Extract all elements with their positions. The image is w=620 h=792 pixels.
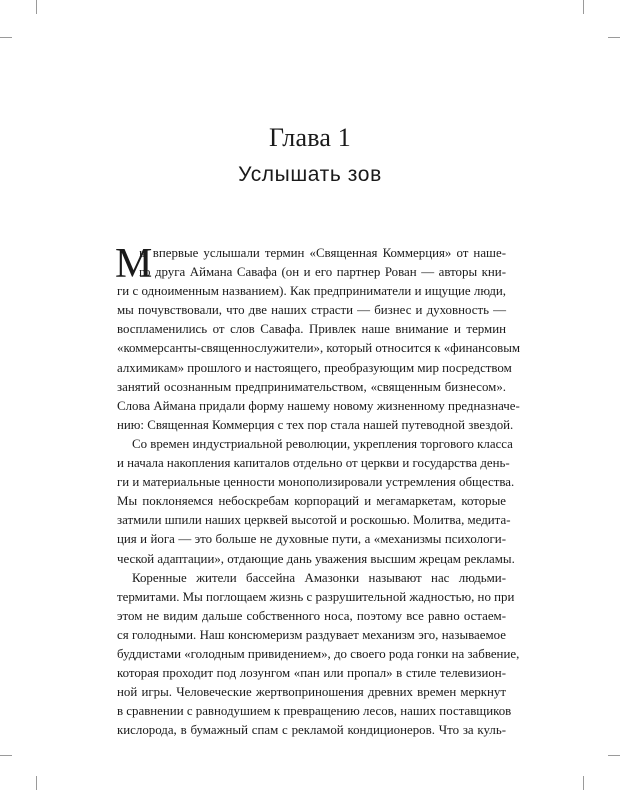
text-line: которая проходит под лозунгом «пан или пропал» в стиле телевизион- xyxy=(117,666,506,681)
text-line: занятий осознанным предпринимательством, «священным бизнесом». xyxy=(117,379,506,394)
text-line: Слова Аймана придали форму нашему новому жизненному предназначе- xyxy=(117,398,520,413)
text-line: «коммерсанты-священнослужители», который относится к «финансовым xyxy=(117,341,521,356)
text-line: этом не видим дальше собственного носа, поэтому все равно остаем- xyxy=(117,608,506,623)
text-line: ги с одноименным названием). Как предприниматели и ищущие люди, xyxy=(117,284,506,299)
text-line: нию: Священная Коммерция с тех пор стала нашей путеводной звездой. xyxy=(117,417,514,432)
text-line: затмили шпили наших церквей высотой и роскошью. Молитва, медита- xyxy=(117,513,511,528)
crop-mark xyxy=(36,776,37,790)
chapter-title: Глава 1 xyxy=(269,123,351,152)
drop-cap: М xyxy=(115,241,153,287)
text-line: ся голодными. Наш консюмеризм раздувает механизм эго, называемое xyxy=(117,627,506,642)
text-line: Со времен индустриальной революции, укрепления торгового класса xyxy=(132,436,513,451)
crop-mark xyxy=(0,755,12,756)
text-line: го друга Аймана Савафа (он и его партнер Рован — авторы кни- xyxy=(139,265,506,280)
paragraph-1 xyxy=(115,241,521,435)
crop-mark xyxy=(608,37,620,38)
text-line: ы впервые услышали термин «Священная Коммерция» от наше- xyxy=(139,246,506,260)
text-line: Коренные жители бассейна Амазонки называют нас людьми- xyxy=(132,570,506,585)
text-line: ной игры. Человеческие жертвоприношения древних времен меркнут xyxy=(117,685,506,700)
crop-mark xyxy=(0,37,12,38)
crop-mark xyxy=(583,776,584,790)
crop-mark xyxy=(608,755,620,756)
text-line: ция и йога — это больше не духовные пути, а «механизмы психологи- xyxy=(117,532,506,547)
body-text xyxy=(115,241,521,740)
text-line: мы почувствовали, что две наших страсти — бизнес и духовность — xyxy=(117,303,506,318)
crop-mark xyxy=(36,0,37,14)
text-line: воспламенились от слов Савафа. Привлек наше внимание и термин xyxy=(117,322,506,337)
text-line: Мы поклоняемся небоскребам корпораций и мегамаркетам, которые xyxy=(117,494,506,509)
text-line: в сравнении с равнодушием к превращению лесов, наших поставщиков xyxy=(117,704,512,719)
crop-mark xyxy=(583,0,584,14)
text-line: ги и материальные ценности монополизировали устремления общества. xyxy=(117,475,515,490)
text-line: термитами. Мы поглощаем жизнь с разрушительной жадностью, но при xyxy=(117,589,515,604)
paragraph-3 xyxy=(117,569,520,741)
chapter-subtitle: Услышать зов xyxy=(238,163,382,186)
text-line: кислорода, в бумажный спам с рекламой кондиционеров. Что за куль- xyxy=(117,723,506,738)
text-line: ческой адаптации», отдающие дань уважения высшим жрецам рекламы. xyxy=(117,551,515,566)
text-line: алхимикам» прошлого и настоящего, преобразующим мир посредством xyxy=(117,360,512,375)
text-line: и начала накопления капиталов отдельно от церкви и государства день- xyxy=(117,456,510,471)
text-line: буддистами «голодным привидением», до своего рода гонки на забвение, xyxy=(117,646,520,661)
paragraph-2 xyxy=(117,435,515,569)
